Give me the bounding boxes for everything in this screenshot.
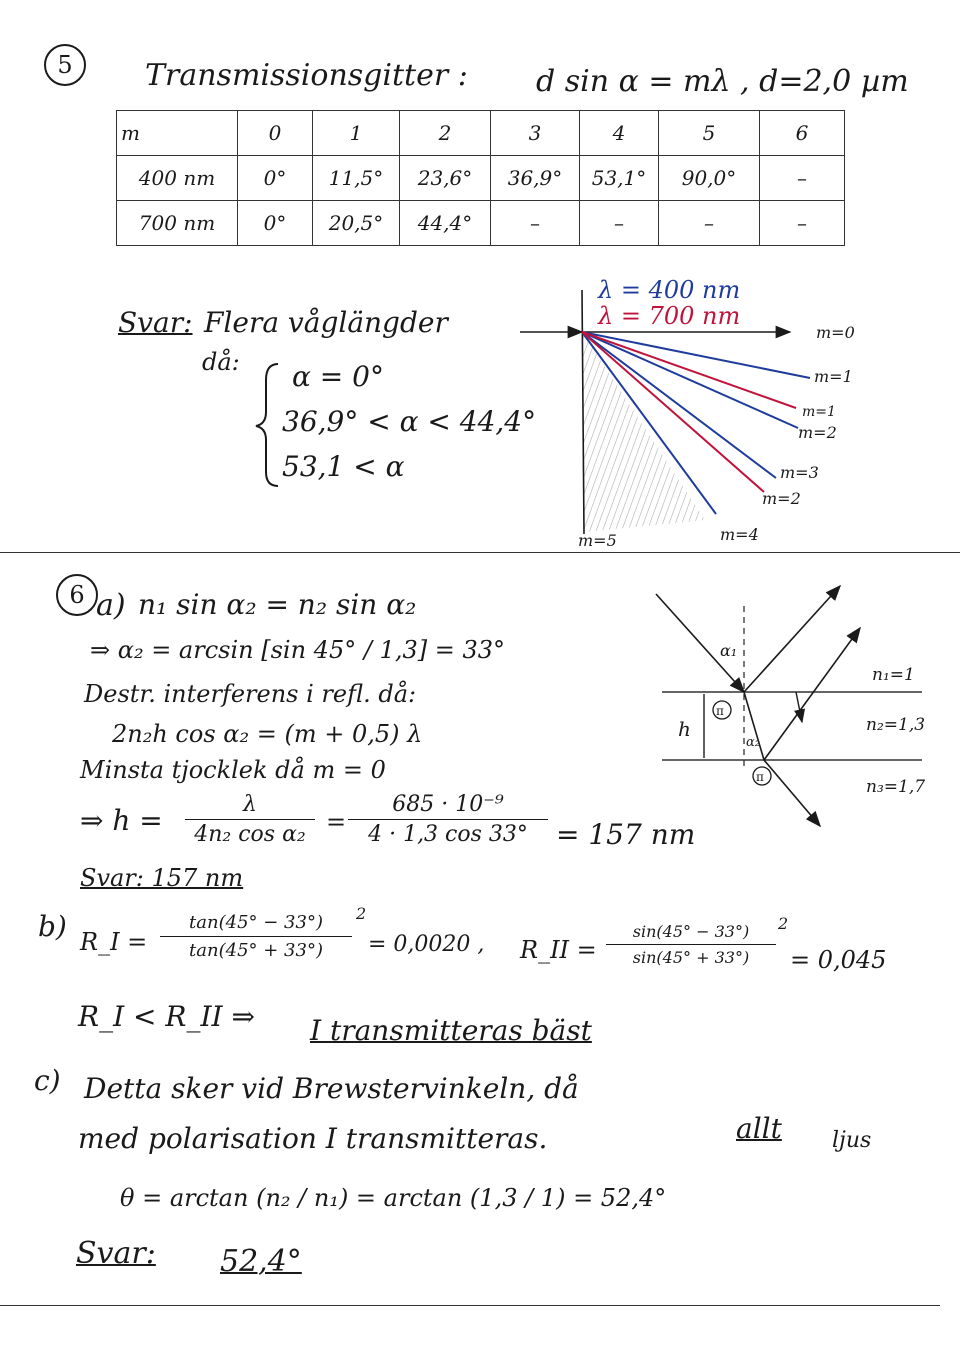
alpha2-label: α₂ bbox=[746, 735, 760, 750]
part-c-answer-label: Svar: bbox=[76, 1236, 156, 1271]
fraction-bar bbox=[160, 936, 352, 937]
part-c-answer-value: 52,4° bbox=[220, 1244, 302, 1279]
r2-exponent: 2 bbox=[778, 914, 789, 933]
brewster-text-2: med polarisation I transmitteras. bbox=[78, 1122, 548, 1155]
thickness-fraction-2 bbox=[348, 792, 548, 847]
fraction-denominator: sin(45° + 33°) bbox=[632, 948, 750, 967]
table-cell: – bbox=[580, 201, 659, 246]
grating-equation: d sin α = mλ , d=2,0 µm bbox=[536, 64, 909, 99]
table-cell: 0° bbox=[238, 201, 313, 246]
thickness-lhs: ⇒ h = bbox=[80, 804, 163, 837]
alpha1-label: α₁ bbox=[720, 641, 738, 660]
fraction-bar bbox=[185, 819, 315, 820]
label-m2-red: m=2 bbox=[762, 489, 801, 508]
table-cell: 4 bbox=[580, 111, 659, 156]
fraction-bar bbox=[348, 819, 548, 820]
table-cell: 23,6° bbox=[400, 156, 491, 201]
table-cell: 0 bbox=[238, 111, 313, 156]
reflected-ray-2 bbox=[764, 628, 860, 760]
thickness-equals: = bbox=[326, 808, 347, 836]
table-cell: 2 bbox=[400, 111, 491, 156]
part-a-label: a) bbox=[96, 588, 126, 623]
thickness-fraction-1 bbox=[185, 792, 315, 847]
svar-label-5: Svar: bbox=[118, 306, 193, 339]
n3-label: n₃=1,7 bbox=[866, 777, 926, 797]
condition-1: α = 0° bbox=[292, 360, 384, 393]
table-cell: 36,9° bbox=[491, 156, 580, 201]
condition-3: 53,1 < α bbox=[282, 450, 405, 483]
label-m5: m=5 bbox=[578, 531, 617, 550]
table-cell: 6 bbox=[760, 111, 845, 156]
r2-fraction bbox=[606, 922, 776, 967]
svar-text-5: Flera våglängder bbox=[204, 306, 448, 339]
r2-lhs: R_II = bbox=[520, 936, 597, 964]
wavelength-700: λ = 700 nm bbox=[598, 302, 741, 330]
r2-result: = 0,045 bbox=[790, 946, 887, 974]
table-cell: 11,5° bbox=[313, 156, 400, 201]
grating-line bbox=[582, 290, 584, 534]
wavelength-400: λ = 400 nm bbox=[598, 276, 741, 304]
problem-5-title: Transmissionsgitter : bbox=[145, 58, 468, 93]
brewster-text-ljus: ljus bbox=[832, 1128, 872, 1153]
destructive-interference-text: Destr. interferens i refl. då: bbox=[84, 680, 417, 708]
condition-brace bbox=[252, 360, 282, 490]
fraction-denominator: tan(45° + 33°) bbox=[189, 940, 323, 961]
label-m3: m=3 bbox=[780, 463, 819, 482]
table-cell: 0° bbox=[238, 156, 313, 201]
fraction-denominator: 4n₂ cos α₂ bbox=[194, 822, 306, 847]
table-cell: 5 bbox=[659, 111, 760, 156]
problem-number-6: 6 bbox=[56, 574, 98, 616]
pi-bottom: π bbox=[756, 770, 764, 784]
condition-2: 36,9° < α < 44,4° bbox=[282, 405, 537, 438]
label-m4: m=4 bbox=[720, 525, 759, 544]
part-b-label: b) bbox=[38, 910, 67, 943]
pi-top: π bbox=[716, 704, 724, 718]
best-transmission: I transmitteras bäst bbox=[310, 1014, 592, 1047]
label-m0: m=0 bbox=[816, 323, 855, 342]
table-cell: – bbox=[760, 201, 845, 246]
reflectance-comparison: R_I < R_II ⇒ bbox=[78, 1000, 255, 1033]
table-cell: 20,5° bbox=[313, 201, 400, 246]
fraction-numerator: λ bbox=[243, 792, 257, 817]
table-cell: 90,0° bbox=[659, 156, 760, 201]
n1-label: n₁=1 bbox=[872, 665, 915, 685]
fraction-numerator: sin(45° − 33°) bbox=[632, 922, 750, 941]
label-m1: m=1 bbox=[814, 367, 853, 386]
fraction-numerator: 685 · 10⁻⁹ bbox=[392, 792, 504, 817]
brewster-text-allt: allt bbox=[736, 1112, 782, 1145]
table-cell: 44,4° bbox=[400, 201, 491, 246]
problem-number-5: 5 bbox=[44, 44, 86, 86]
order-line-m1-400nm bbox=[582, 332, 810, 378]
fraction-bar bbox=[606, 944, 776, 945]
label-m2: m=2 bbox=[798, 423, 837, 442]
table-cell: – bbox=[659, 201, 760, 246]
thickness-result: = 157 nm bbox=[556, 818, 696, 851]
h-label: h bbox=[678, 717, 691, 741]
table-cell: 700 nm bbox=[117, 201, 238, 246]
svar-text-5-da: då: bbox=[202, 348, 240, 376]
table-cell: 400 nm bbox=[117, 156, 238, 201]
brewster-formula: θ = arctan (n₂ / n₁) = arctan (1,3 / 1) = 52,4° bbox=[120, 1184, 667, 1212]
fraction-denominator: 4 · 1,3 cos 33° bbox=[368, 822, 528, 847]
table-row-order bbox=[117, 111, 845, 156]
r1-exponent: 2 bbox=[356, 904, 367, 923]
table-cell: – bbox=[760, 156, 845, 201]
snells-law: n₁ sin α₂ = n₂ sin α₂ bbox=[138, 588, 417, 621]
r1-result: = 0,0020 , bbox=[368, 932, 485, 957]
r1-fraction bbox=[160, 912, 352, 961]
diffraction-angle-table bbox=[116, 110, 845, 246]
label-m1-red: m=1 bbox=[802, 404, 836, 420]
minimum-thickness-text: Minsta tjocklek då m = 0 bbox=[80, 756, 386, 784]
brewster-text-1: Detta sker vid Brewstervinkeln, då bbox=[84, 1072, 579, 1105]
r1-lhs: R_I = bbox=[80, 928, 148, 956]
hatched-region bbox=[582, 332, 705, 532]
part-a-answer: Svar: 157 nm bbox=[80, 864, 244, 892]
table-cell: 1 bbox=[313, 111, 400, 156]
bottom-divider bbox=[0, 1305, 940, 1306]
table-row-400nm bbox=[117, 156, 845, 201]
table-cell: 53,1° bbox=[580, 156, 659, 201]
polarization-arrow bbox=[796, 692, 802, 722]
fraction-numerator: tan(45° − 33°) bbox=[189, 912, 323, 933]
section-divider bbox=[0, 552, 960, 553]
table-row-700nm bbox=[117, 201, 845, 246]
table-cell: – bbox=[491, 201, 580, 246]
transmitted-ray bbox=[764, 760, 820, 826]
interference-condition: 2n₂h cos α₂ = (m + 0,5) λ bbox=[112, 720, 423, 748]
part-c-label: c) bbox=[34, 1064, 61, 1097]
table-cell: 3 bbox=[491, 111, 580, 156]
table-cell: m bbox=[117, 111, 238, 156]
thin-film-diagram bbox=[640, 580, 940, 840]
refraction-angle: ⇒ α₂ = arcsin [sin 45° / 1,3] = 33° bbox=[90, 636, 505, 664]
n2-label: n₂=1,3 bbox=[866, 715, 926, 735]
